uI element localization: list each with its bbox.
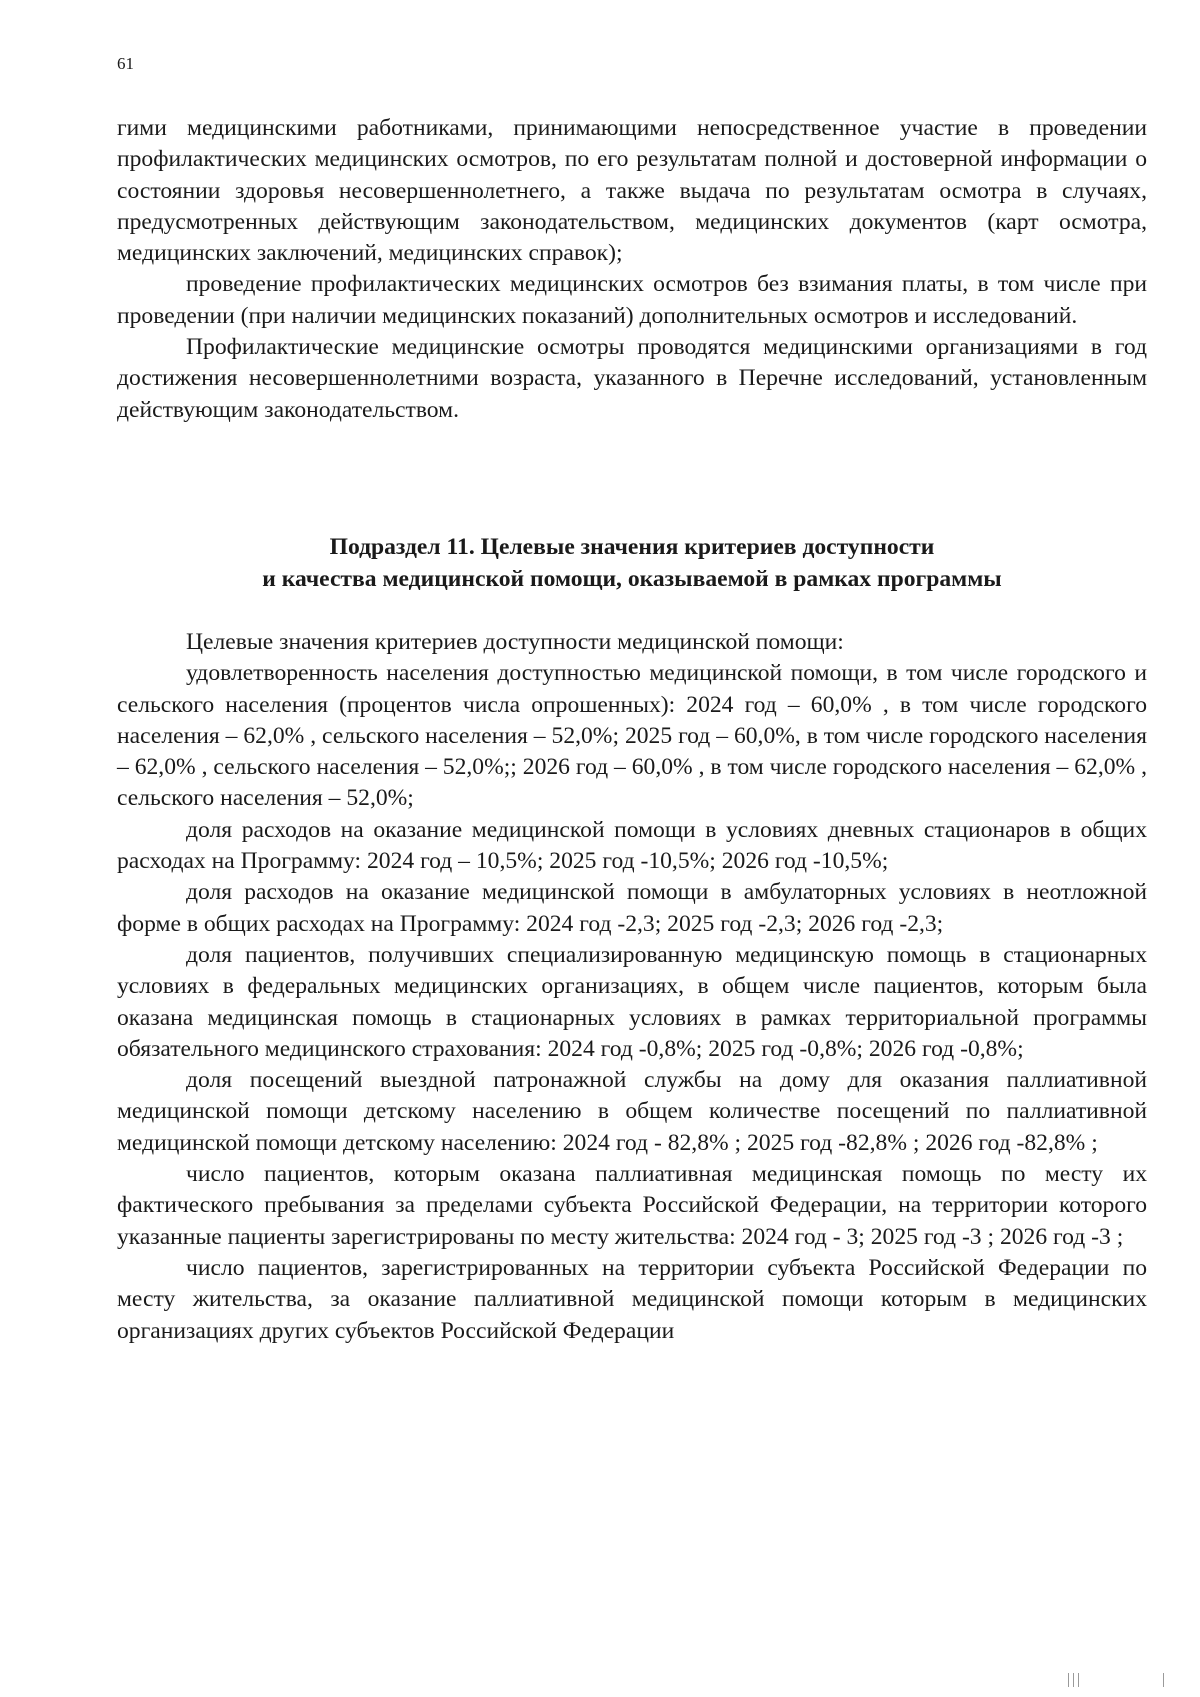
paragraph: доля пациентов, получивших специализированную медицинскую помощь в стационарных условиях в федеральных медицинских организациях, в общем числе пациентов, которым была оказана медицинская помощь в стационарных условиях в рамках территориальной программы обязательного медицинского страхования: 2024 год -0,8%; 2025 год -0,8%; 2026 год -0,8%; bbox=[117, 941, 1147, 1062]
paragraph: проведение профилактических медицинских осмотров без взимания платы, в том числе при проведении (при наличии медицинских показаний) дополнительных осмотров и исследований. bbox=[117, 271, 1147, 329]
page-number: 61 bbox=[117, 54, 134, 73]
paragraph: доля расходов на оказание медицинской помощи в амбулаторных условиях в неотложной форме в общих расходах на Программу: 2024 год -2,3; 2025 год -2,3; 2026 год -2,3; bbox=[117, 879, 1147, 937]
scan-artifact bbox=[1073, 1673, 1074, 1687]
body-text-bottom bbox=[117, 627, 1147, 1347]
paragraph: доля посещений выездной патронажной службы на дому для оказания паллиативной медицинской помощи детскому населению в общем количестве посещений по паллиативной медицинской помощи детскому населению: 2024 год - 82,8% ; 2025 год -82,8% ; 2026 год -82,8% ; bbox=[117, 1067, 1147, 1156]
body-text-top bbox=[117, 113, 1147, 426]
scan-artifact bbox=[1163, 1673, 1164, 1687]
paragraph: удовлетворенность населения доступностью медицинской помощи, в том числе городского и сельского населения (процентов числа опрошенных): 2024 год – 60,0% , в том числе городского населения – 62,0% , сельского населения – 52,0%; 2025 год – 60,0%, в том числе городского населения – 62,0% , сельского населения – 52,0%;; 2026 год – 60,0% , в том числе городского населения – 62,0% , сельского населения – 52,0%; bbox=[117, 660, 1147, 812]
paragraph-continuation: гими медицинскими работниками, принимающими непосредственное участие в проведении профилактических медицинских осмотров, по его результатам полной и достоверной информации о состоянии здоровья несовершеннолетнего, а также выдача по результатам осмотра в случаях, предусмотренных действующим законодательством, медицинских документов (карт осмотра, медицинских заключений, медицинских справок); bbox=[117, 115, 1147, 267]
paragraph-intro: Целевые значения критериев доступности медицинской помощи: bbox=[186, 629, 844, 655]
paragraph: число пациентов, зарегистрированных на территории субъекта Российской Федерации по месту жительства, за оказание паллиативной медицинской помощи которым в медицинских организациях других субъектов Российской Федерации bbox=[117, 1254, 1147, 1344]
paragraph: Профилактические медицинские осмотры проводятся медицинскими организациями в год достижения несовершеннолетними возраста, указанного в Перечне исследований, установленным действующим законодательством. bbox=[117, 334, 1147, 423]
scan-artifact bbox=[1068, 1673, 1069, 1687]
paragraph: число пациентов, которым оказана паллиативная медицинская помощь по месту их фактического пребывания за пределами субъекта Российской Федерации, на территории которого указанные пациенты зарегистрированы по месту жительства: 2024 год - 3; 2025 год -3 ; 2026 год -3 ; bbox=[117, 1161, 1147, 1250]
section-heading bbox=[117, 532, 1147, 595]
section-heading-line: Подраздел 11. Целевые значения критериев доступности bbox=[329, 534, 935, 560]
paragraph: доля расходов на оказание медицинской помощи в условиях дневных стационаров в общих расходах на Программу: 2024 год – 10,5%; 2025 год -10,5%; 2026 год -10,5%; bbox=[117, 816, 1147, 875]
scan-artifact bbox=[1078, 1673, 1079, 1687]
section-heading-line: и качества медицинской помощи, оказываемой в рамках программы bbox=[262, 565, 1002, 592]
